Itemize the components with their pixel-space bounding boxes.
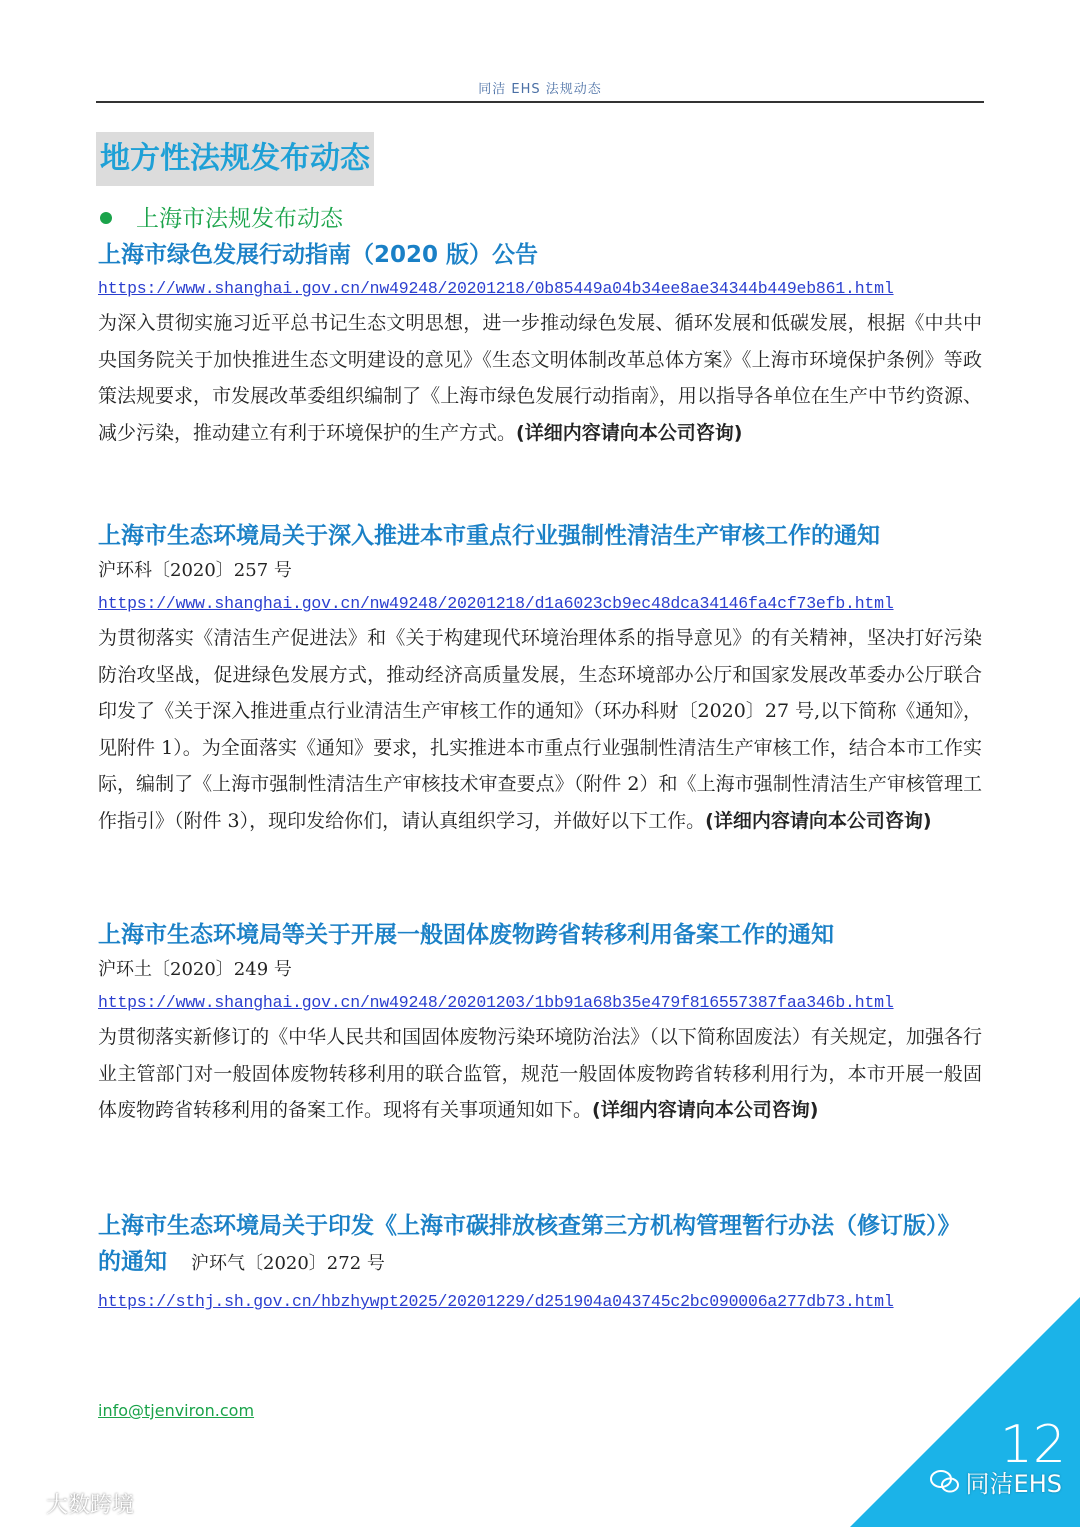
article-body-text: 为贯彻落实新修订的《中华人民共和国固体废物污染环境防治法》（以下简称固废法）有关规定，加强各行业主管部门对一般固体废物转移利用的联合监管，规范一般固体废物跨省转移利用行为，本市开展一般固体废物跨省转移利用的备案工作。现将有关事项通知如下。 <box>98 1026 982 1121</box>
article-link[interactable]: https://sthj.sh.gov.cn/hbzhywpt2025/20201229/d251904a043745c2bc090006a277db73.html <box>98 1292 894 1311</box>
article-body <box>98 620 982 839</box>
article-note: (详细内容请向本公司咨询) <box>516 421 743 444</box>
article-body-text: 为贯彻落实《清洁生产促进法》和《关于构建现代环境治理体系的指导意见》的有关精神，坚决打好污染防治攻坚战，促进绿色发展方式，推动经济高质量发展，生态环境部办公厅和国家发展改革委办公厅联合印发了《关于深入推进重点行业清洁生产审核工作的通知》（环办科财〔2020〕27 号,以下简称《通知》，见附件 1）。为全面落实《通知》要求，扎实推进本市重点行业强制性清洁生产审核工作，结合本市工作实际，编制了《上海市强制性清洁生产审核技术审查要点》（附件 2）和《上海市强制性清洁生产审核管理工作指引》（附件 3），现印发给你们，请认真组织学习，并做好以下工作。 <box>98 627 982 832</box>
article-title: 上海市生态环境局等关于开展一般固体废物跨省转移利用备案工作的通知 <box>98 922 834 948</box>
section-title: 地方性法规发布动态 <box>96 132 374 186</box>
bullet-icon <box>100 212 112 224</box>
article-note: (详细内容请向本公司咨询) <box>705 809 932 832</box>
page-number: 12 <box>999 1415 1066 1475</box>
wechat-icon <box>930 1469 960 1495</box>
article-title: 上海市生态环境局关于深入推进本市重点行业强制性清洁生产审核工作的通知 <box>98 523 880 549</box>
footer-email-link[interactable]: info@tjenviron.com <box>98 1401 255 1420</box>
article-title-text: 上海市生态环境局关于印发《上海市碳排放核查第三方机构管理暂行办法（修订版）》的通知 <box>98 1213 961 1275</box>
article-link[interactable]: https://www.shanghai.gov.cn/nw49248/20201218/0b85449a04b34ee8ae34344b449eb861.html <box>98 279 894 298</box>
weibo-icon <box>8 1491 40 1517</box>
subheading-label: 上海市法规发布动态 <box>136 206 343 232</box>
article-link[interactable]: https://www.shanghai.gov.cn/nw49248/20201218/d1a6023cb9ec48dca34146fa4cf73efb.html <box>98 594 894 613</box>
wechat-watermark-text: 同洁EHS <box>965 1470 1062 1498</box>
header-title: 同洁 EHS 法规动态 <box>478 82 602 97</box>
article-doc-number: 沪环土〔2020〕249 号 <box>98 959 292 980</box>
article-doc-number: 沪环气〔2020〕272 号 <box>191 1253 385 1274</box>
article <box>98 917 982 1129</box>
article-body <box>98 1019 982 1129</box>
article <box>98 518 982 839</box>
article <box>98 237 982 451</box>
article-link[interactable]: https://www.shanghai.gov.cn/nw49248/20201203/1bb91a68b35e479f816557387faa346b.html <box>98 993 894 1012</box>
article-body <box>98 305 982 451</box>
article-doc-number: 沪环科〔2020〕257 号 <box>98 560 292 581</box>
article-note: (详细内容请向本公司咨询) <box>592 1099 819 1121</box>
weibo-watermark <box>8 1488 134 1519</box>
article-title <box>98 1208 982 1282</box>
weibo-watermark-text: 大数跨境 <box>46 1493 135 1518</box>
wechat-watermark <box>930 1464 1062 1499</box>
subheading <box>100 202 343 236</box>
header-divider <box>96 101 984 103</box>
article-body-text: 为深入贯彻实施习近平总书记生态文明思想，进一步推动绿色发展、循环发展和低碳发展，根据《中共中央国务院关于加快推进生态文明建设的意见》《生态文明体制改革总体方案》《上海市环境保护条例》等政策法规要求，市发展改革委组织编制了《上海市绿色发展行动指南》，用以指导各单位在生产中节约资源、减少污染，推动建立有利于环境保护的生产方式。 <box>98 312 982 444</box>
article-title: 上海市绿色发展行动指南（2020 版）公告 <box>98 242 539 268</box>
